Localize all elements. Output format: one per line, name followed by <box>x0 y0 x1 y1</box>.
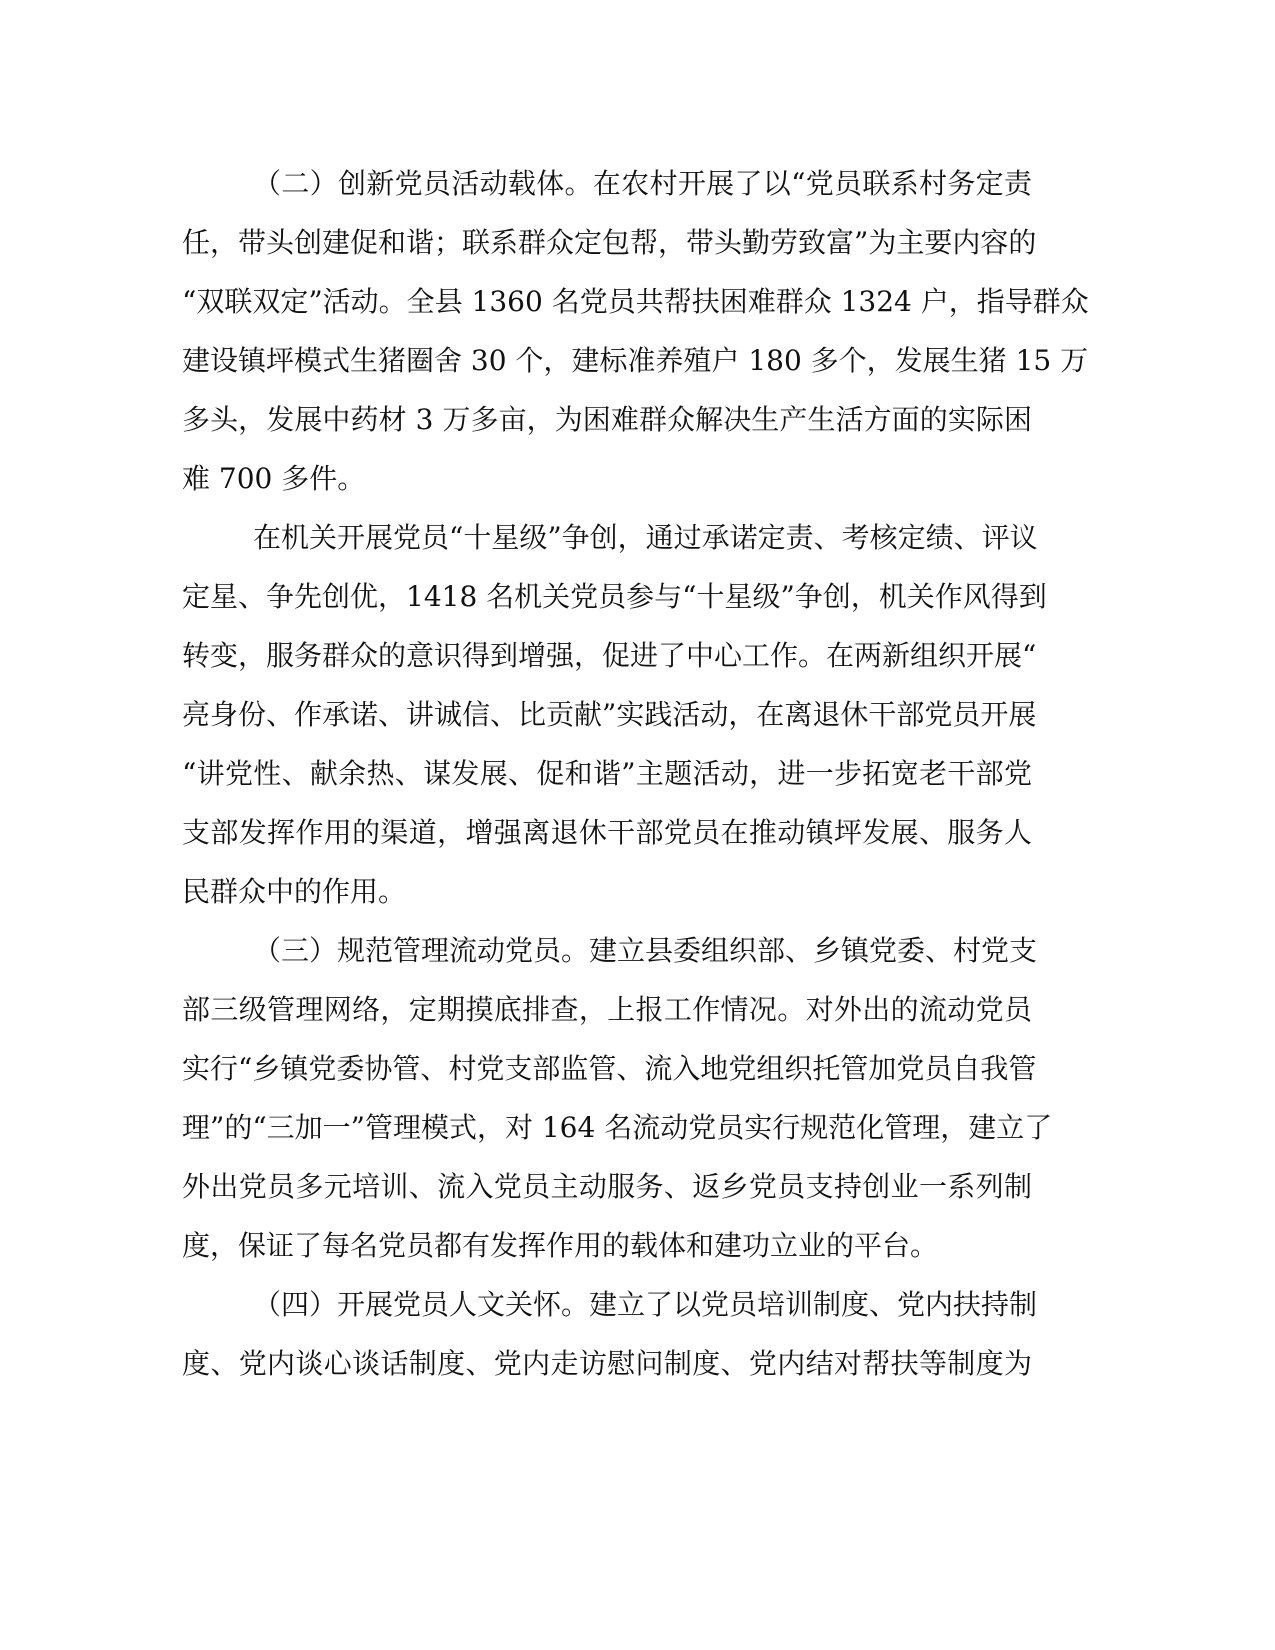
paragraph-line: “讲党性、献余热、谋发展、促和谐”主题活动，进一步拓宽老干部党 <box>182 757 1032 790</box>
body-text <box>182 160 1089 1399</box>
paragraph-line: 民群众中的作用。 <box>182 875 407 908</box>
paragraph-line: 难 700 多件。 <box>182 462 366 495</box>
paragraph-line: 在机关开展党员“十星级”争创，通过承诺定责、考核定绩、评议 <box>253 521 1038 554</box>
paragraph-line: 外出党员多元培训、流入党员主动服务、返乡党员支持创业一系列制 <box>182 1170 1032 1203</box>
paragraph-line: 亮身份、作承诺、讲诚信、比贡献”实践活动，在离退休干部党员开展 <box>182 698 1037 731</box>
paragraph-line: 支部发挥作用的渠道，增强离退休干部党员在推动镇坪发展、服务人 <box>182 816 1032 849</box>
paragraph-line: 转变，服务群众的意识得到增强，促进了中心工作。在两新组织开展“ <box>182 639 1037 672</box>
paragraph-line: 建设镇坪模式生猪圈舍 30 个，建标准养殖户 180 多个，发展生猪 15 万 <box>182 344 1089 377</box>
paragraph-line: 定星、争先创优，1418 名机关党员参与“十星级”争创，机关作风得到 <box>182 580 1047 613</box>
paragraph-line: 实行“乡镇党委协管、村党支部监管、流入地党组织托管加党员自我管 <box>182 1052 1037 1085</box>
paragraph-line: （三）规范管理流动党员。建立县委组织部、乡镇党委、村党支 <box>253 934 1038 967</box>
paragraph-line: 部三级管理网络，定期摸底排查，上报工作情况。对外出的流动党员 <box>182 993 1032 1026</box>
paragraph-line: 度、党内谈心谈话制度、党内走访慰问制度、党内结对帮扶等制度为 <box>182 1347 1032 1380</box>
paragraph-line: 多头，发展中药材 3 万多亩，为困难群众解决生产生活方面的实际困 <box>182 403 1032 436</box>
paragraph-line: 度，保证了每名党员都有发挥作用的载体和建功立业的平台。 <box>182 1229 939 1262</box>
paragraph-line: （二）创新党员活动载体。在农村开展了以“党员联系村务定责 <box>253 167 1032 200</box>
paragraph-line: （四）开展党员人文关怀。建立了以党员培训制度、党内扶持制 <box>253 1288 1038 1321</box>
paragraph-line: 理”的“三加一”管理模式，对 164 名流动党员实行规范化管理，建立了 <box>182 1111 1053 1144</box>
paragraph-line: 任，带头创建促和谐；联系群众定包帮，带头勤劳致富”为主要内容的 <box>182 226 1037 259</box>
paragraph-line: “双联双定”活动。全县 1360 名党员共帮扶困难群众 1324 户，指导群众 <box>182 285 1089 318</box>
